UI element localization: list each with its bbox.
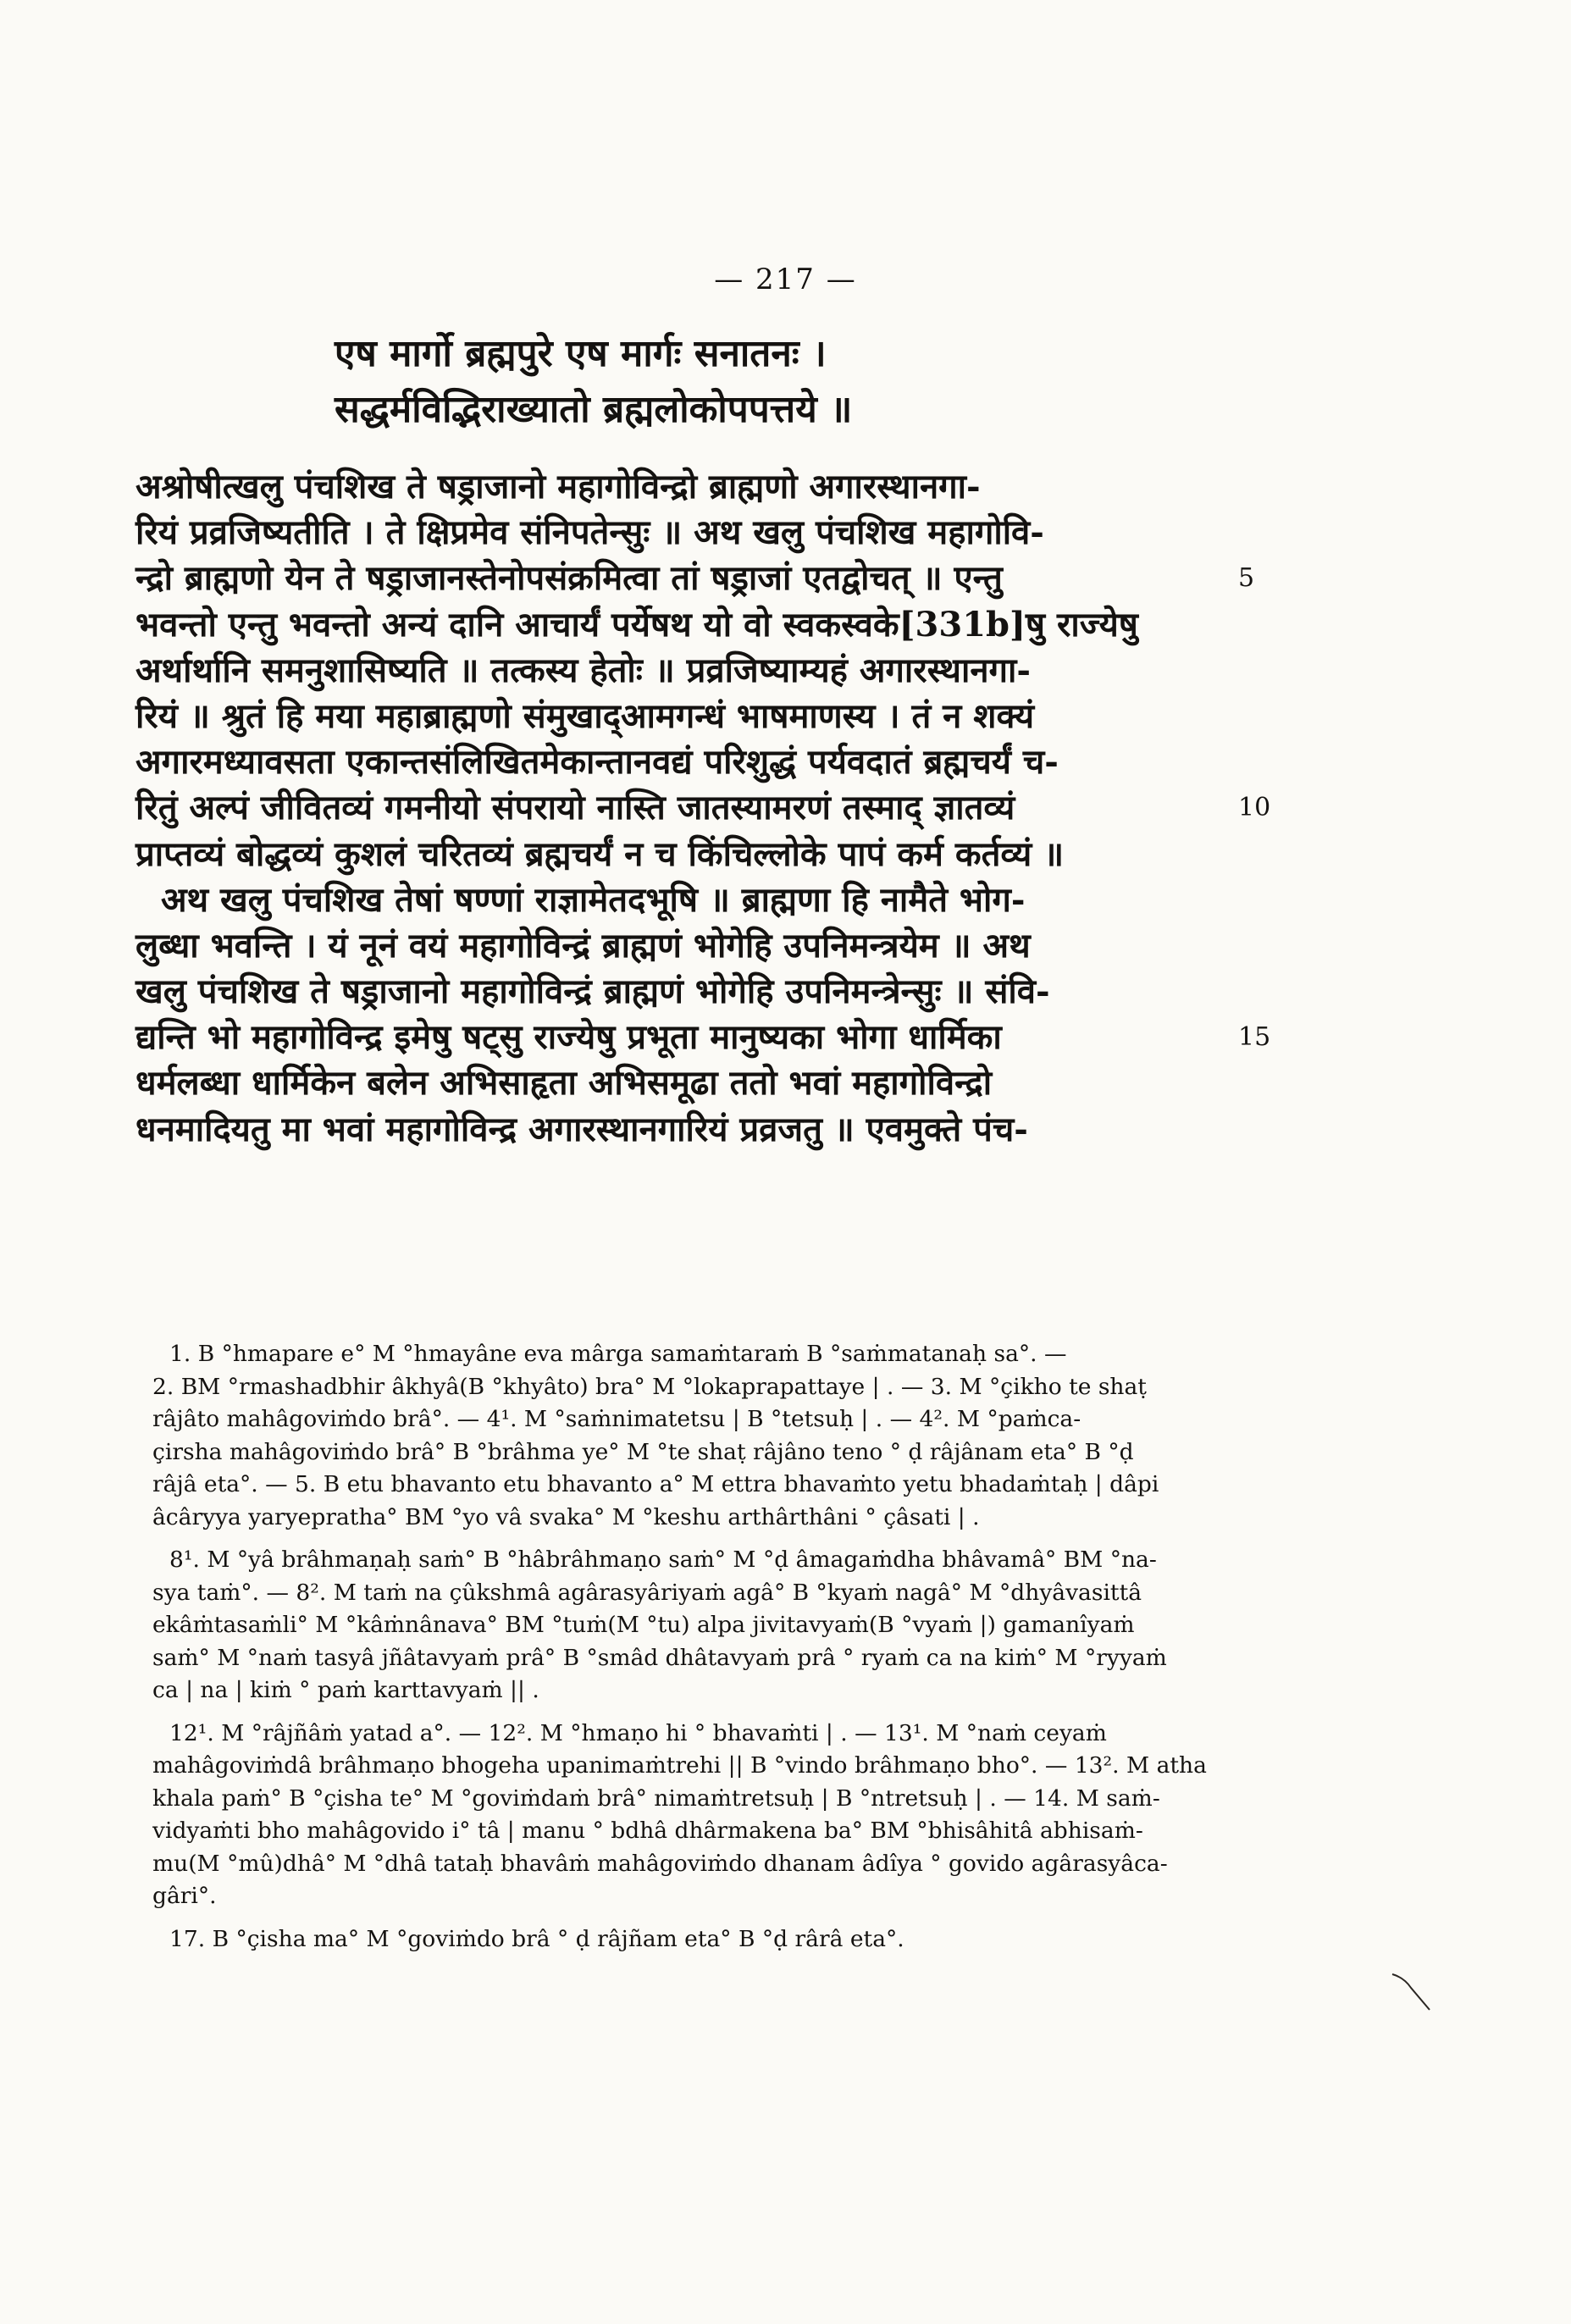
- body-line: [136, 1107, 1236, 1153]
- page-number: — 217 —: [714, 263, 857, 296]
- footnote-line: sya taṁ°. — 8². M taṁ na çûkshmâ agârasyâriyaṁ agâ° B °kyaṁ nagâ° M °dhyâvasittâ: [152, 1579, 1142, 1606]
- body-line-text: रितुं अल्पं जीवितव्यं गमनीयो संपरायो नास्ति जातस्यामरणं तस्माद् ज्ञातव्यं: [136, 788, 1015, 828]
- footnote-line: gâri°.: [152, 1883, 217, 1909]
- line-number: 10: [1238, 793, 1271, 823]
- body-line-text: रियं ॥ श्रुतं हि मया महाब्राह्मणो संमुखाद्आमगन्धं भाषमाणस्य । तं न शक्यं: [136, 695, 1035, 736]
- footnote-line: mahâgoviṁdâ brâhmaṇo bhogeha upanimaṁtrehi || B °vindo brâhmaṇo bho°. — 13². M atha: [152, 1752, 1207, 1779]
- body-line: [136, 785, 1271, 831]
- body-line-text: लुब्धा भवन्ति । यं नूनं वयं महागोविन्द्रं ब्राह्मणं भोगेहि उपनिमन्त्रयेम ॥ अथ: [136, 925, 1031, 966]
- sanskrit-body-text: [136, 464, 1271, 1153]
- body-line: [136, 739, 1236, 785]
- verse-line: एष मार्गो ब्रह्मपुरे एष मार्गः सनातनः ।: [335, 332, 827, 375]
- body-line: [136, 556, 1255, 601]
- body-line-text: द्यन्ति भो महागोविन्द्र इमेषु षट्सु राज्येषु प्रभूता मानुष्यका भोगा धार्मिका: [136, 1017, 1002, 1058]
- body-line-text: अश्रोषीत्खलु पंचशिख ते षड्राजानो महागोविन्द्रो ब्राह्मणो अगारस्थानगा-: [136, 467, 981, 506]
- body-line-text: अर्थार्थानि समनुशासिष्यति ॥ तत्कस्य हेतोः ॥ प्रव्रजिष्याम्यहं अगारस्थानगा-: [136, 650, 1032, 690]
- verse-line: सद्धर्मविद्भिराख्यातो ब्रह्मलोकोपपत्तये ॥: [335, 388, 853, 431]
- footnote-line: vidyaṁti bho mahâgovido i° tâ | manu ° bdhâ dhârmakena ba° BM °bhisâhitâ abhisaṁ-: [152, 1818, 1143, 1844]
- body-line-text: रियं प्रव्रजिष्यतीति । ते क्षिप्रमेव संनिपतेन्सुः ॥ अथ खलु पंचशिख महागोवि-: [136, 512, 1044, 553]
- footnote-line: 17. B °çisha ma° M °goviṁdo brâ ° ḍ râjñam eta° B °ḍ rârâ eta°.: [169, 1925, 904, 1952]
- body-line: [136, 694, 1236, 739]
- body-line: [136, 969, 1236, 1015]
- body-line: [136, 648, 1236, 694]
- footnote-line: 2. BM °rmashadbhir âkhyâ(B °khyâto) bra° M °lokaprapattaye | . — 3. M °çikho te shaṭ: [152, 1373, 1147, 1400]
- body-line-text: खलु पंचशिख ते षड्राजानो महागोविन्द्रं ब्राह्मणं भोगेहि उपनिमन्त्रेन्सुः ॥ संवि-: [136, 971, 1050, 1012]
- footnote-line: ekâṁtasaṁli° M °kâṁnânava° BM °tuṁ(M °tu) alpa jivitavyaṁ(B °vyaṁ |) gamanîyaṁ: [152, 1612, 1135, 1638]
- body-line: [136, 1015, 1271, 1060]
- body-line: [136, 832, 1236, 877]
- body-line: [136, 877, 1236, 923]
- footnote: [152, 1338, 1253, 1534]
- footnote-line: khala paṁ° B °çisha te° M °goviṁdaṁ brâ° nimaṁtretsuḥ | B °ntretsuḥ | . — 14. M saṁ-: [152, 1784, 1160, 1812]
- line-number: 15: [1238, 1022, 1271, 1053]
- footnote-line: âcâryya yaryepratha° BM °yo vâ svaka° M °keshu arthârthâni ° çâsati | .: [152, 1503, 980, 1530]
- body-line-text: भवन्तो एन्तु भवन्तो अन्यं दानि आचार्यं पर्येषथ यो वो स्वकस्वके[331b]षु राज्येषु: [136, 604, 1138, 645]
- body-line: [136, 1060, 1236, 1106]
- verse-block: [335, 326, 1266, 438]
- body-line-text: अगारमध्यावसता एकान्तसंलिखितमेकान्तानवद्यं परिशुद्धं पर्यवदातं ब्रह्मचर्यं च-: [136, 742, 1059, 783]
- body-line-text: प्राप्तव्यं बोद्धव्यं कुशलं चरितव्यं ब्रह्मचर्यं न च किंचिल्लोके पापं कर्म कर्तव्यं ॥: [136, 833, 1065, 874]
- footnote-line: saṁ° M °naṁ tasyâ jñâtavyaṁ prâ° B °smâd dhâtavyaṁ prâ ° ryaṁ ca na kiṁ° M °ryyaṁ: [152, 1644, 1167, 1671]
- body-line: [136, 602, 1236, 648]
- body-line-text: अथ खलु पंचशिख तेषां षण्णां राज्ञामेतदभूषि ॥ ब्राह्मणा हि नामैते भोग-: [161, 879, 1026, 920]
- footnote-line: râjâ eta°. — 5. B etu bhavanto etu bhavanto a° M ettra bhavaṁto yetu bhadaṁtaḥ | dâpi: [152, 1471, 1159, 1497]
- footnote-line: mu(M °mû)dhâ° M °dhâ tataḥ bhavâṁ mahâgoviṁdo dhanam âdîya ° govido agârasyâca-: [152, 1850, 1168, 1877]
- line-number: 5: [1238, 563, 1255, 594]
- body-line-text: न्द्रो ब्राह्मणो येन ते षड्राजानस्तेनोपसंक्रमित्वा तां षड्राजां एतद्वोचत् ॥ एन्तु: [136, 558, 1003, 599]
- body-line-text: धर्मलब्धा धार्मिकेन बलेन अभिसाहृता अभिसमूढा ततो भवां महागोविन्द्रो: [136, 1063, 993, 1104]
- footnote: [152, 1544, 1253, 1707]
- footnote-line: 8¹. M °yâ brâhmaṇaḥ saṁ° B °hâbrâhmaṇo saṁ° M °ḍ âmagaṁdha bhâvamâ° BM °na-: [169, 1547, 1157, 1573]
- footnote: [152, 1718, 1253, 1913]
- footnote: [152, 1923, 1253, 1956]
- footnote-line: 1. B °hmapare e° M °hmayâne eva mârga samaṁtaraṁ B °saṁmatanaḥ sa°. —: [169, 1341, 1067, 1367]
- body-line: [136, 510, 1236, 556]
- body-line: [136, 923, 1236, 969]
- footnotes: [152, 1338, 1253, 1966]
- scan-mark: [1389, 1969, 1440, 2020]
- footnote-line: ca | na | kiṁ ° paṁ karttavyaṁ || .: [152, 1677, 539, 1703]
- footnote-line: çirsha mahâgoviṁdo brâ° B °brâhma ye° M °te shaṭ râjâno teno ° ḍ râjânam eta° B °ḍ: [152, 1438, 1134, 1465]
- footnote-line: râjâto mahâgoviṁdo brâ°. — 4¹. M °saṁnimatetsu | B °tetsuḥ | . — 4². M °paṁca-: [152, 1406, 1081, 1432]
- body-line-text: धनमादियतु मा भवां महागोविन्द्र अगारस्थानगारियं प्रव्रजतु ॥ एवमुक्ते पंच-: [136, 1109, 1028, 1149]
- footnote-line: 12¹. M °râjñâṁ yatad a°. — 12². M °hmaṇo hi ° bhavaṁti | . — 13¹. M °naṁ ceyaṁ: [169, 1719, 1107, 1746]
- body-line: [136, 464, 1236, 510]
